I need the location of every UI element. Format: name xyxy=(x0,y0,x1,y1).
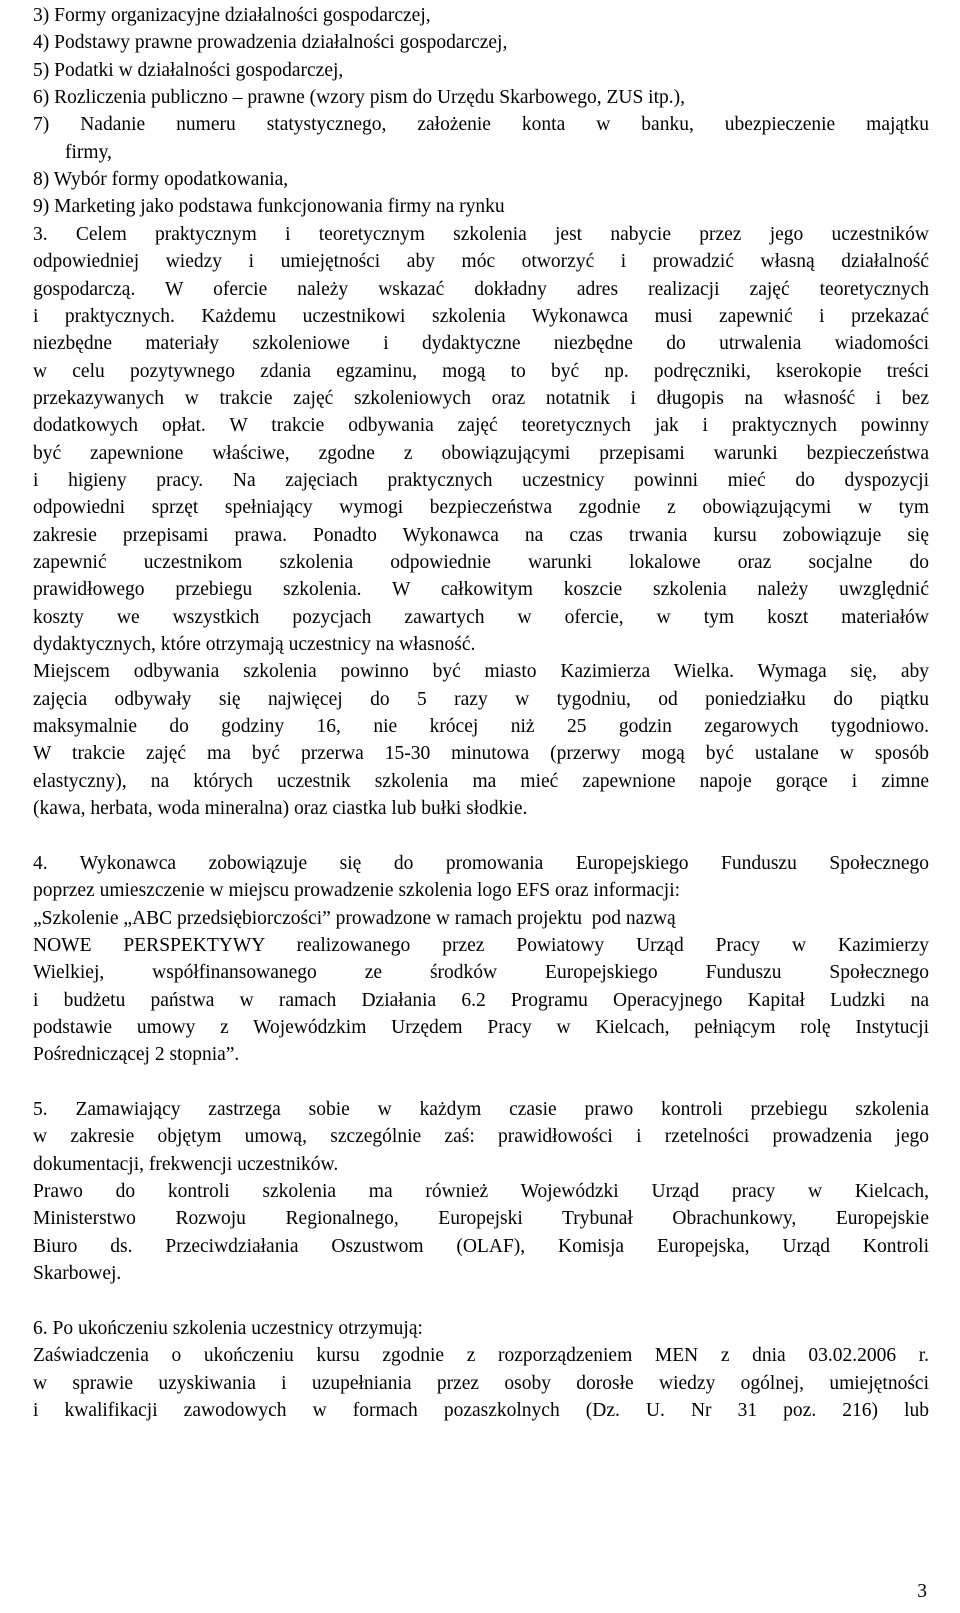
text-line: być zapewnione właściwe, zgodne z obowiązującymi przepisami warunki bezpieczeństwa xyxy=(33,442,929,464)
text-line: przekazywanych w trakcie zajęć szkoleniowych oraz notatnik i długopis na własność i bez xyxy=(33,387,929,409)
text-line: 6) Rozliczenia publiczno – prawne (wzory pism do Urzędu Skarbowego, ZUS itp.), xyxy=(33,87,685,109)
text-line: dodatkowych opłat. W trakcie odbywania zajęć teoretycznych jak i praktycznych powinny xyxy=(33,415,929,437)
text-line: 6. Po ukończeniu szkolenia uczestnicy otrzymują: xyxy=(33,1317,423,1339)
text-line: i budżetu państwa w ramach Działania 6.2 Programu Operacyjnego Kapitał Ludzki na xyxy=(33,989,929,1011)
text-line: dydaktycznych, które otrzymają uczestnicy na własność. xyxy=(33,634,476,656)
text-line: i higieny pracy. Na zajęciach praktycznych uczestnicy powinni mieć do dyspozycji xyxy=(33,469,929,491)
text-line: niezbędne materiały szkoleniowe i dydaktyczne niezbędne do utrwalenia wiadomości xyxy=(33,333,929,355)
text-line: Wielkiej, współfinansowanego ze środków Europejskiego Funduszu Społecznego xyxy=(33,962,929,984)
text-line: 3) Formy organizacyjne działalności gospodarczej, xyxy=(33,5,431,26)
text-line: podstawie umowy z Wojewódzkim Urzędem Pracy w Kielcach, pełniącym rolę Instytucji xyxy=(33,1016,929,1038)
text-line: W trakcie zajęć ma być przerwa 15-30 minutowa (przerwy mogą być ustalane w sposób xyxy=(33,743,929,765)
text-line: „Szkolenie „ABC przedsiębiorczości” prowadzone w ramach projektu pod nazwą xyxy=(33,907,676,929)
text-line: firmy, xyxy=(65,141,112,163)
text-line: zapewnić uczestnikom szkolenia odpowiednie warunki lokalowe oraz socjalne do xyxy=(33,552,929,573)
text-line: Prawo do kontroli szkolenia ma również Wojewódzki Urząd pracy w Kielcach, xyxy=(33,1181,929,1203)
text-line: i kwalifikacji zawodowych w formach pozaszkolnych (Dz. U. Nr 31 poz. 216) lub xyxy=(33,1399,929,1421)
text-line: koszty we wszystkich pozycjach zawartych w ofercie, w tym koszt materiałów xyxy=(33,606,929,628)
page-number: 3 xyxy=(917,1581,927,1602)
text-line: dokumentacji, frekwencji uczestników. xyxy=(33,1153,339,1175)
text-line: w celu pozytywnego zdania egzaminu, mogą to być np. podręczniki, kserokopie treści xyxy=(33,360,929,382)
text-line: elastyczny), na których uczestnik szkolenia ma mieć zapewnione napoje gorące i zimne xyxy=(33,770,929,792)
text-line: w sprawie uzyskiwania i uzupełniania przez osoby dorosłe wiedzy ogólnej, umiejętności xyxy=(33,1372,929,1394)
text-line: Skarbowej. xyxy=(33,1263,122,1285)
text-line: gospodarczą. W ofercie należy wskazać dokładny adres realizacji zajęć teoretycznych xyxy=(33,278,929,300)
text-line: Ministerstwo Rozwoju Regionalnego, Europejski Trybunał Obrachunkowy, Europejskie xyxy=(33,1208,929,1230)
text-line: odpowiedniej wiedzy i umiejętności aby móc otworzyć i prowadzić własną działalność xyxy=(33,251,929,273)
text-line: Biuro ds. Przeciwdziałania Oszustwom (OLAF), Komisja Europejska, Urząd Kontroli xyxy=(33,1235,929,1257)
text-line: 4. Wykonawca zobowiązuje się do promowania Europejskiego Funduszu Społecznego xyxy=(33,852,929,874)
text-line: maksymalnie do godziny 16, nie krócej niż 25 godzin zegarowych tygodniowo. xyxy=(33,716,929,738)
text-line: Miejscem odbywania szkolenia powinno być miasto Kazimierza Wielka. Wymaga się, aby xyxy=(33,661,929,683)
text-line: zajęcia odbywały się najwięcej do 5 razy w tygodniu, od poniedziałku do piątku xyxy=(33,688,929,710)
text-line: prawidłowego przebiegu szkolenia. W całkowitym koszcie szkolenia należy uwzględnić xyxy=(33,579,929,601)
text-line: 4) Podstawy prawne prowadzenia działalności gospodarczej, xyxy=(33,32,508,54)
text-line: 9) Marketing jako podstawa funkcjonowania firmy na rynku xyxy=(33,196,505,218)
text-line: i praktycznych. Każdemu uczestnikowi szkolenia Wykonawca musi zapewnić i przekazać xyxy=(33,305,929,327)
text-line: (kawa, herbata, woda mineralna) oraz ciastka lub bułki słodkie. xyxy=(33,798,528,820)
text-line: Zaświadczenia o ukończeniu kursu zgodnie z rozporządzeniem MEN z dnia 03.02.2006 r. xyxy=(33,1345,929,1367)
text-line: poprzez umieszczenie w miejscu prowadzenie szkolenia logo EFS oraz informacji: xyxy=(33,880,681,902)
text-line: 7) Nadanie numeru statystycznego, założenie konta w banku, ubezpieczenie majątku xyxy=(33,114,929,136)
text-line: NOWE PERSPEKTYWY realizowanego przez Powiatowy Urząd Pracy w Kazimierzy xyxy=(33,934,929,956)
text-line: 5) Podatki w działalności gospodarczej, xyxy=(33,59,344,81)
text-line: zakresie przepisami prawa. Ponadto Wykonawca na czas trwania kursu zobowiązuje się xyxy=(33,524,929,546)
text-line: 8) Wybór formy opodatkowania, xyxy=(33,169,289,191)
text-line: 3. Celem praktycznym i teoretycznym szkolenia jest nabycie przez jego uczestników xyxy=(33,223,929,245)
text-line: Pośredniczącej 2 stopnia”. xyxy=(33,1044,240,1066)
text-line: w zakresie objętym umową, szczególnie zaś: prawidłowości i rzetelności prowadzenia jego xyxy=(33,1126,929,1148)
text-line: odpowiedni sprzęt spełniający wymogi bezpieczeństwa zgodnie z obowiązującymi w tym xyxy=(33,497,929,519)
text-line: 5. Zamawiający zastrzega sobie w każdym czasie prawo kontroli przebiegu szkolenia xyxy=(33,1099,929,1120)
